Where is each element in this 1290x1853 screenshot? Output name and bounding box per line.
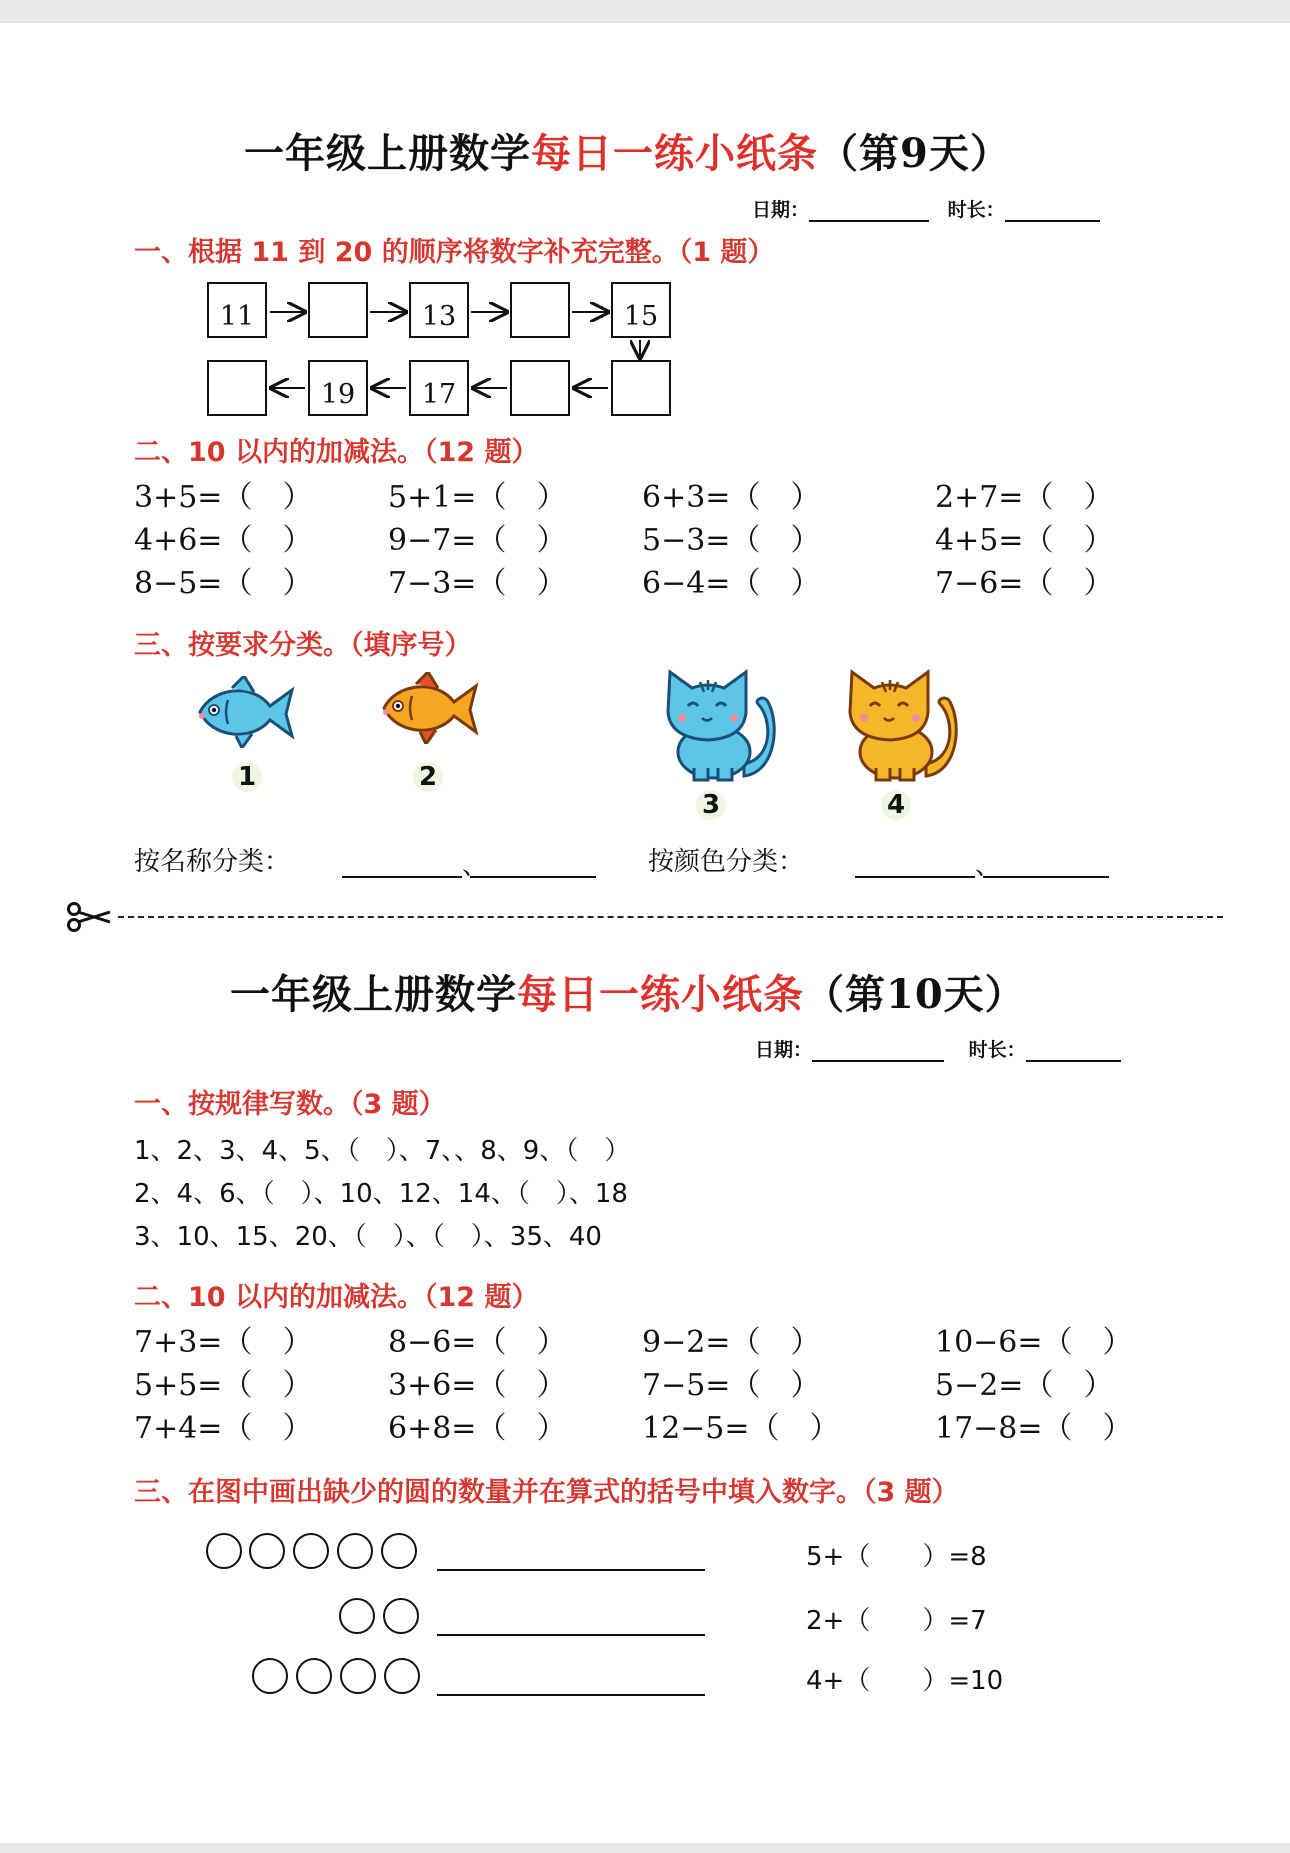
equation[interactable]: 7+3=（ ）: [134, 1325, 313, 1360]
equation[interactable]: 3+6=（ ）: [388, 1368, 567, 1403]
circle: [384, 1658, 420, 1694]
equation[interactable]: 4+6=（ ）: [134, 523, 313, 558]
equation[interactable]: 5+5=（ ）: [134, 1368, 313, 1403]
duration-label: 时长：: [968, 1039, 1026, 1061]
blank-separator: 、: [462, 851, 489, 881]
draw-circles-blank[interactable]: [437, 1634, 705, 1636]
picture-label: 2: [413, 762, 443, 792]
orange-cat-icon: [836, 668, 960, 784]
classify-by-name-blank-1[interactable]: [342, 876, 462, 878]
equation[interactable]: 17−8=（ ）: [935, 1411, 1133, 1446]
equation[interactable]: 8−5=（ ）: [134, 566, 313, 601]
draw-circles-blank[interactable]: [437, 1694, 705, 1696]
circle-formula: 2+（ ）=7: [806, 1606, 987, 1636]
equation[interactable]: 6+8=（ ）: [388, 1411, 567, 1446]
circle: [383, 1598, 419, 1634]
section-heading-day9-1: 一、根据 11 到 20 的顺序将数字补充完整。（1 题）: [134, 237, 775, 268]
number-box: 19: [308, 360, 368, 416]
circle: [339, 1598, 375, 1634]
equation[interactable]: 6−4=（ ）: [642, 566, 821, 601]
equation[interactable]: 10−6=（ ）: [935, 1325, 1133, 1360]
equation[interactable]: 7−6=（ ）: [935, 566, 1114, 601]
blue-fish-icon: [192, 676, 296, 748]
equation[interactable]: 12−5=（ ）: [642, 1411, 840, 1446]
duration-blank[interactable]: [1026, 1040, 1121, 1062]
draw-circles-blank[interactable]: [437, 1569, 705, 1571]
sequence-row: 2、4、6、（ ）、10、12、14、（ ）、18: [134, 1179, 628, 1209]
cut-line: [118, 916, 1223, 918]
picture-label: 3: [696, 790, 726, 820]
page-title-day10: 一年级上册数学每日一练小纸条（第10天）: [230, 971, 1026, 1018]
circle-formula: 4+（ ）=10: [806, 1666, 1004, 1696]
classify-by-color-blank-2[interactable]: [983, 876, 1109, 878]
circle: [249, 1533, 285, 1569]
circle-formula: 5+（ ）=8: [806, 1542, 987, 1572]
circle: [293, 1533, 329, 1569]
equation[interactable]: 4+5=（ ）: [935, 523, 1114, 558]
circle: [337, 1533, 373, 1569]
equation[interactable]: 5−3=（ ）: [642, 523, 821, 558]
equation[interactable]: 7+4=（ ）: [134, 1411, 313, 1446]
section-heading-day9-2: 二、10 以内的加减法。（12 题）: [134, 437, 539, 468]
number-box: 15: [611, 282, 671, 338]
orange-fish-icon: [376, 672, 480, 744]
equation[interactable]: 6+3=（ ）: [642, 480, 821, 515]
equation[interactable]: 7−5=（ ）: [642, 1368, 821, 1403]
section-heading-day10-3: 三、在图中画出缺少的圆的数量并在算式的括号中填入数字。（3 题）: [134, 1477, 959, 1508]
circle: [252, 1658, 288, 1694]
equation[interactable]: 3+5=（ ）: [134, 480, 313, 515]
equation[interactable]: 2+7=（ ）: [935, 480, 1114, 515]
equation[interactable]: 7−3=（ ）: [388, 566, 567, 601]
equation[interactable]: 8−6=（ ）: [388, 1325, 567, 1360]
number-box: 17: [409, 360, 469, 416]
sequence-row: 3、10、15、20、（ ）、（ ）、35、40: [134, 1222, 602, 1252]
picture-label: 1: [232, 762, 262, 792]
section-heading-day10-1: 一、按规律写数。（3 题）: [134, 1089, 446, 1120]
circle: [381, 1533, 417, 1569]
equation[interactable]: 5+1=（ ）: [388, 480, 567, 515]
date-label: 日期：: [755, 1039, 813, 1061]
circle: [206, 1533, 242, 1569]
number-box: 11: [207, 282, 267, 338]
number-box: 13: [409, 282, 469, 338]
equation[interactable]: 9−2=（ ）: [642, 1325, 821, 1360]
section-heading-day9-3: 三、按要求分类。（填序号）: [134, 630, 472, 661]
scissors-icon: [66, 902, 112, 932]
blank-separator: 、: [975, 851, 1002, 881]
equation[interactable]: 5−2=（ ）: [935, 1368, 1114, 1403]
classify-by-color-label: 按颜色分类：: [648, 847, 805, 877]
picture-label: 4: [881, 790, 911, 820]
blue-cat-icon: [654, 668, 778, 784]
section-heading-day10-2: 二、10 以内的加减法。（12 题）: [134, 1282, 539, 1313]
classify-by-color-blank-1[interactable]: [855, 876, 975, 878]
page-title-day9: 一年级上册数学每日一练小纸条（第9天）: [244, 130, 1011, 177]
circle: [296, 1658, 332, 1694]
equation[interactable]: 9−7=（ ）: [388, 523, 567, 558]
classify-by-name-label: 按名称分类：: [134, 847, 291, 877]
sequence-row: 1、2、3、4、5、（ ）、7、、8、9、（ ）: [134, 1136, 631, 1166]
classify-by-name-blank-2[interactable]: [470, 876, 596, 878]
date-duration-day10: [755, 1035, 1121, 1062]
date-blank[interactable]: [812, 1040, 944, 1062]
duration-label: 时长：: [947, 199, 1005, 221]
date-label: 日期：: [752, 199, 810, 221]
circle: [340, 1658, 376, 1694]
